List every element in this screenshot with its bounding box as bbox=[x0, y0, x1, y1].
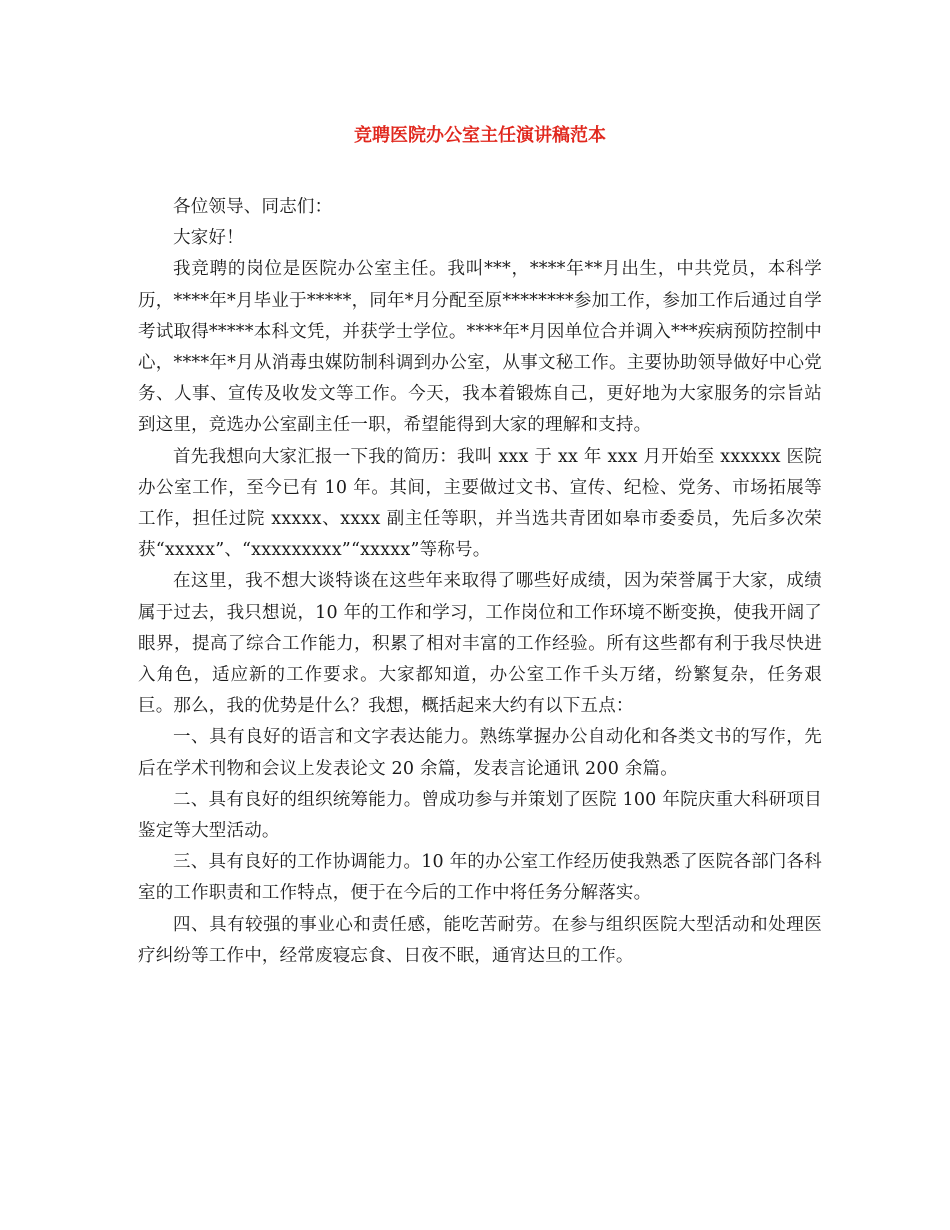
document-body bbox=[138, 192, 822, 972]
paragraph-introduction: 我竞聘的岗位是医院办公室主任。我叫***，****年**月出生，中共党员，本科学历，****年*月毕业于*****，同年*月分配至原********参加工作，参加工作后通过自学考试取得*****本科文凭，并获学士学位。****年*月因单位合并调入***疾病预防控制中心，****年*月从消毒虫媒防制科调到办公室，从事文秘工作。主要协助领导做好中心党务、人事、宣传及收发文等工作。今天，我本着锻炼自己，更好地为大家服务的宗旨站到这里，竞选办公室副主任一职，希望能得到大家的理解和支持。 bbox=[138, 259, 822, 436]
paragraph-strength-3: 三、具有良好的工作协调能力。10 年的办公室工作经历使我熟悉了医院各部门各科室的工作职责和工作特点，便于在今后的工作中将任务分解落实。 bbox=[138, 852, 822, 904]
paragraph-resume: 首先我想向大家汇报一下我的简历：我叫 xxx 于 xx 年 xxx 月开始至 xxxxxx 医院办公室工作，至今已有 10 年。其间，主要做过文书、宣传、纪检、党务、市场拓展等工作，担任过院 xxxxx、xxxx 副主任等职，并当选共青团如皋市委委员，先后多次荣获“xxxxx”、“xxxxxxxxx”“xxxxx”等称号。 bbox=[138, 446, 822, 561]
document-title: 竞聘医院办公室主任演讲稿范本 bbox=[354, 125, 606, 146]
paragraph-strength-1: 一、具有良好的语言和文字表达能力。熟练掌握办公自动化和各类文书的写作，先后在学术刊物和会议上发表论文 20 余篇，发表言论通讯 200 余篇。 bbox=[138, 727, 822, 779]
paragraph-strength-4: 四、具有较强的事业心和责任感，能吃苦耐劳。在参与组织医院大型活动和处理医疗纠纷等工作中，经常废寝忘食、日夜不眠，通宵达旦的工作。 bbox=[138, 914, 822, 966]
greeting: 大家好！ bbox=[173, 228, 244, 249]
paragraph-strength-2: 二、具有良好的组织统筹能力。曾成功参与并策划了医院 100 年院庆重大科研项目鉴定等大型活动。 bbox=[138, 789, 822, 842]
paragraph-experience: 在这里，我不想大谈特谈在这些年来取得了哪些好成绩，因为荣誉属于大家，成绩属于过去，我只想说，10 年的工作和学习，工作岗位和工作环境不断变换，使我开阔了眼界，提高了综合工作能力，积累了相对丰富的工作经验。所有这些都有利于我尽快进入角色，适应新的工作要求。大家都知道，办公室工作千头万绪，纷繁复杂，任务艰巨。那么，我的优势是什么？我想，概括起来大约有以下五点： bbox=[138, 571, 822, 717]
salutation: 各位领导、同志们： bbox=[173, 197, 333, 217]
